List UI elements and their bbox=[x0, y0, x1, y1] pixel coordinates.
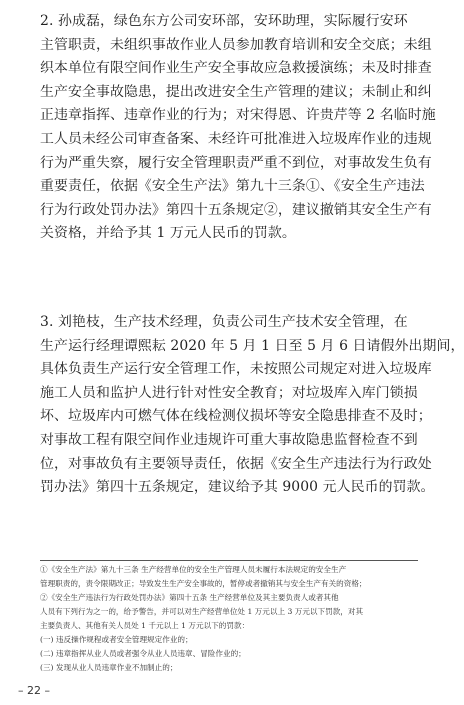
text-line: 2. 孙成磊，绿色东方公司安环部，安环助理，实际履行安环 bbox=[40, 13, 408, 29]
text-line: 位，对事故负有主要领导责任，依据《安全生产违法行为行政处 bbox=[40, 455, 432, 472]
footnote-separator bbox=[40, 560, 418, 561]
text-line: 正违章指挥、违章作业的行为；对宋得恩、许贵芹等 2 名临时施 bbox=[40, 107, 436, 124]
footnote-line: ①《安全生产法》第九十三条 生产经营单位的安全生产管理人员未履行本法规定的安全生产 bbox=[40, 565, 347, 574]
text-line: 施工人员和监护人进行针对性安全教育；对垃圾库入库门锁损 bbox=[40, 384, 418, 401]
footnote-line: (二) 违章指挥从业人员或者强令从业人员违章、冒险作业的； bbox=[40, 649, 246, 658]
text-line: 关资格，并给予其 1 万元人民币的罚款。 bbox=[40, 225, 296, 242]
text-line: 具体负责生产运行安全管理工作，未按照公司规定对进入垃圾库 bbox=[40, 361, 432, 378]
text-line: 生产运行经理谭熙耘 2020 年 5 月 1 日至 5 月 6 日请假外出期间， bbox=[40, 337, 464, 354]
footnote-line: 管理职责的，责令限期改正；导致发生生产安全事故的，暂停或者撤销其与安全生产有关的资格； bbox=[40, 579, 367, 588]
text-line: 罚办法》第四十五条规定，建议给予其 9000 元人民币的罚款。 bbox=[40, 479, 435, 496]
text-line: 工人员未经公司审查备案、未经许可批准进入垃圾库作业的违规 bbox=[40, 130, 432, 147]
text-line: 坏、垃圾库内可燃气体在线检测仪损坏等安全隐患排查不及时； bbox=[40, 408, 432, 425]
page-number: – 22 – bbox=[18, 684, 50, 697]
footnote-line: (一) 违反操作规程或者安全管理规定作业的； bbox=[40, 635, 193, 644]
footnote-line: (三) 发现从业人员违章作业不加制止的； bbox=[40, 663, 178, 672]
footnotes bbox=[40, 563, 420, 675]
text-line: 行为行政处罚办法》第四十五条规定②，建议撤销其安全生产有 bbox=[40, 201, 432, 218]
paragraph-liu-yanzhi bbox=[40, 311, 464, 500]
text-line: 重要责任，依据《安全生产法》第九十三条①、《安全生产违法 bbox=[40, 178, 425, 195]
footnote-line: ②《安全生产违法行为行政处罚办法》第四十五条 生产经营单位及其主要负责人或者其他 bbox=[40, 593, 339, 602]
footnote-line: 主要负责人、其他有关人员处 1 千元以上 1 万元以下的罚款： bbox=[40, 621, 250, 630]
text-line: 主管职责，未组织事故作业人员参加教育培训和安全交底；未组 bbox=[40, 36, 432, 53]
text-line: 对事故工程有限空间作业违规许可重大事故隐患监督检查不到 bbox=[40, 431, 418, 448]
text-line: 3. 刘艳枝，生产技术经理，负责公司生产技术安全管理，在 bbox=[40, 314, 408, 330]
text-line: 行为严重失察，履行安全管理职责严重不到位，对事故发生负有 bbox=[40, 154, 432, 171]
footnote-line: 人员有下列行为之一的，给予警告，并可以对生产经营单位处 1 万元以上 3 万元以下罚款，对其 bbox=[40, 607, 364, 616]
paragraph-sun-chenglei bbox=[40, 10, 436, 246]
text-line: 织本单位有限空间作业生产安全事故应急救援演练；未及时排查 bbox=[40, 60, 432, 77]
text-line: 生产安全事故隐患，提出改进安全生产管理的建议；未制止和纠 bbox=[40, 83, 432, 100]
